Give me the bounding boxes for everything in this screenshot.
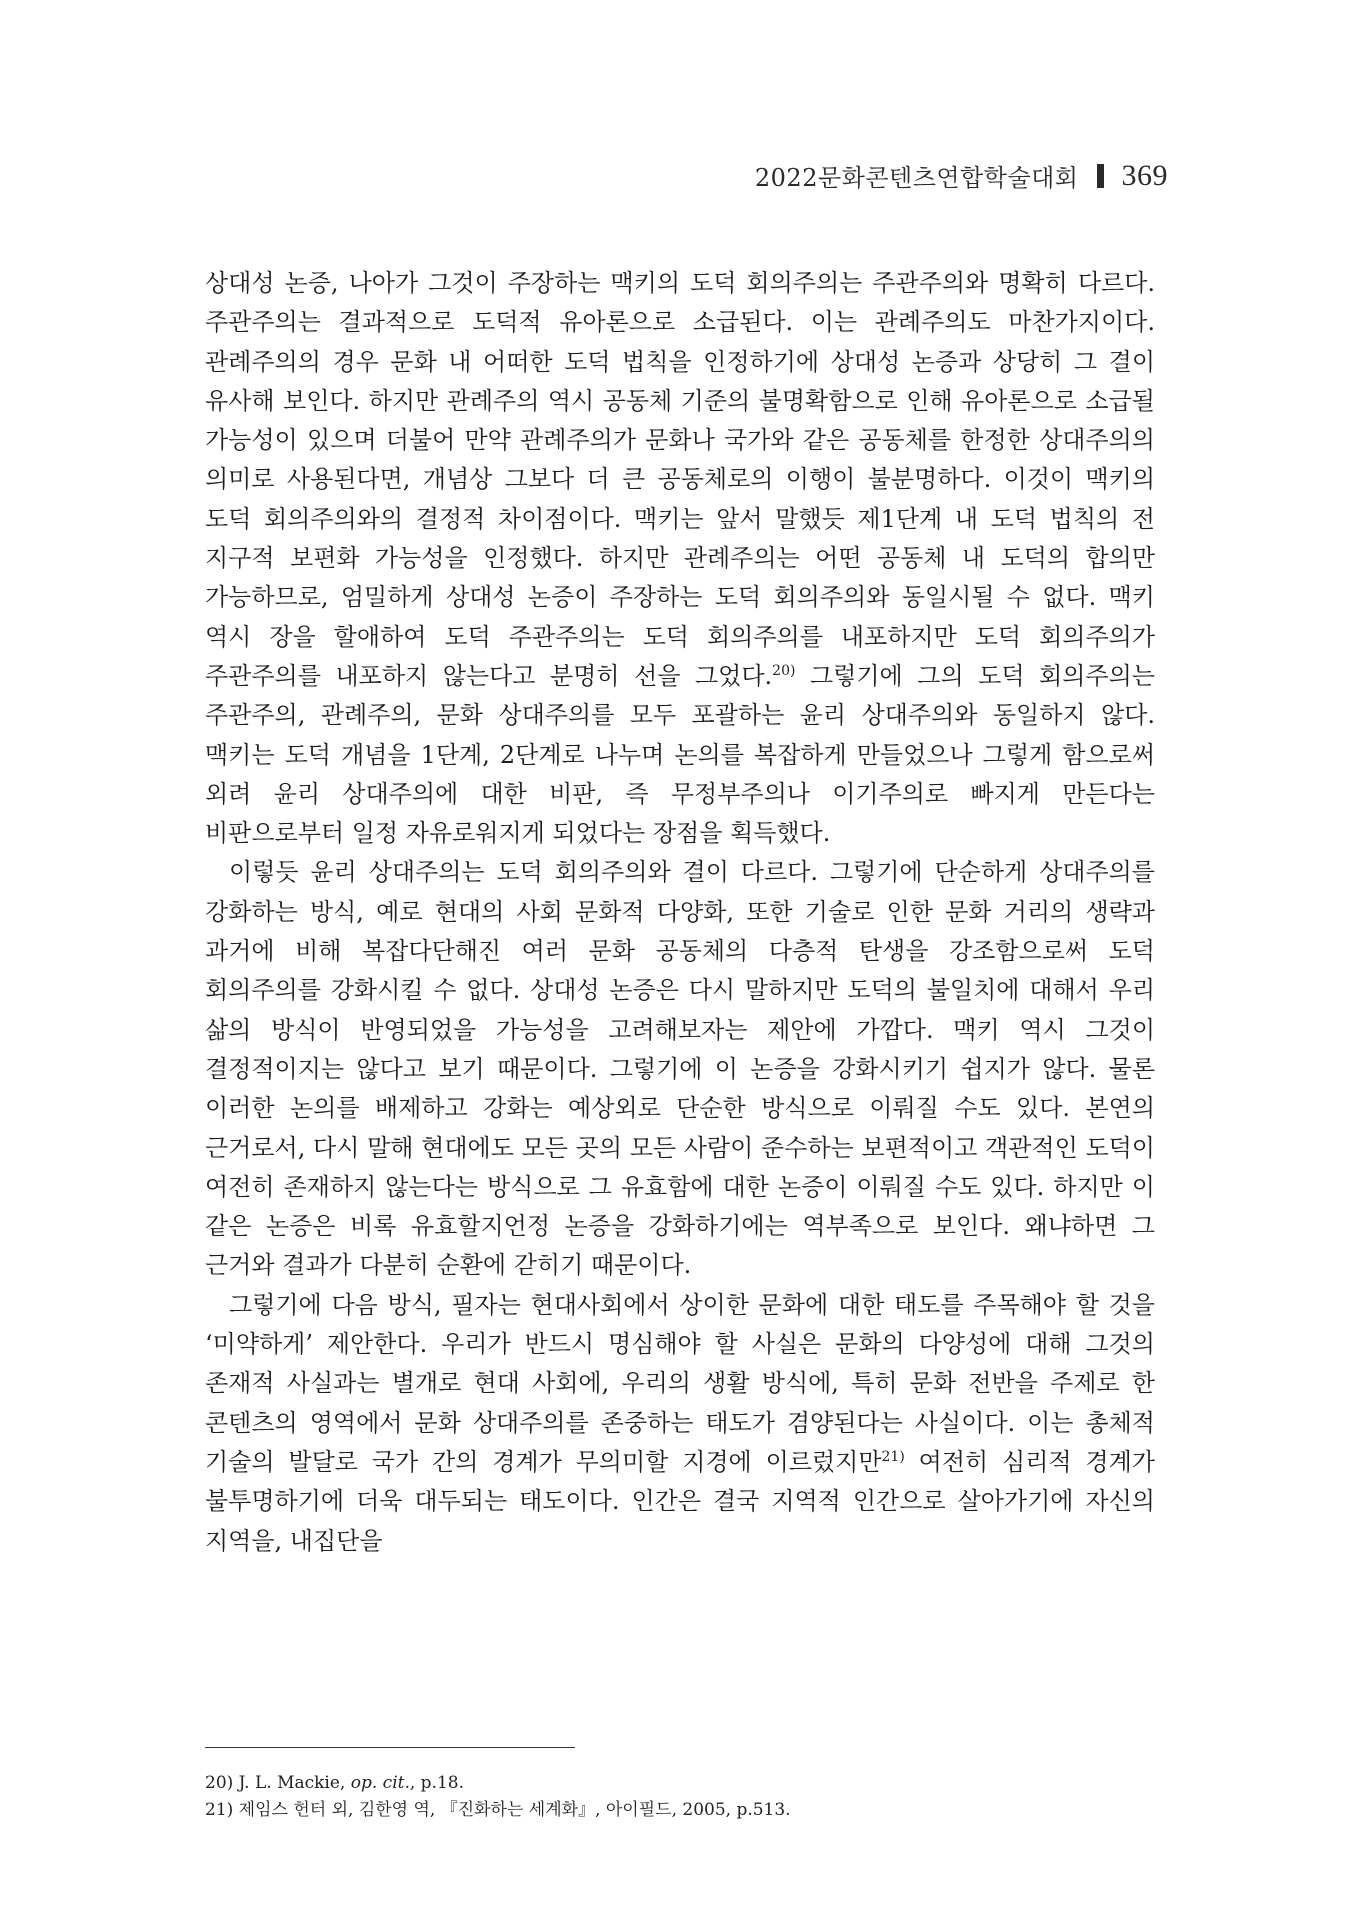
paragraph-3-text-a: 그렇기에 다음 방식, 필자는 현대사회에서 상이한 문화에 대한 태도를 주목해야 할 것을 ‘미약하게’ 제안한다. 우리가 반드시 명심해야 할 사실은 문화의 다양성에 대해 그것의 존재적 사실과는 별개로 현대 사회에, 우리의 생활 방식에, 특히 문화 전반을 주제로 한 콘텐츠의 영역에서 문화 상대주의를 존중하는 태도가 겸양된다는 사실이다. 이는 총체적 기술의 발달로 국가 간의 경계가 무의미할 지경에 이르렀지만: [205, 1290, 1155, 1476]
header-divider-bar: [1097, 164, 1104, 188]
page-number: 369: [1121, 158, 1168, 192]
footnote-text: , p.18.: [409, 1773, 465, 1793]
footnote-21: [205, 1797, 1155, 1824]
paragraph-1: [205, 264, 1155, 853]
footnote-text: J. L. Mackie,: [238, 1773, 351, 1793]
footnote-divider: [205, 1747, 575, 1748]
paragraph-1-text-a: 상대성 논증, 나아가 그것이 주장하는 맥키의 도덕 회의주의는 주관주의와 명확히 다르다. 주관주의는 결과적으로 도덕적 유아론으로 소급된다. 이는 관례주의도 마찬가지이다. 관례주의의 경우 문화 내 어떠한 도덕 법칙을 인정하기에 상대성 논증과 상당히 그 결이 유사해 보인다. 하지만 관례주의 역시 공동체 기준의 불명확함으로 인해 유아론으로 소급될 가능성이 있으며 더불어 만약 관례주의가 문화나 국가와 같은 공동체를 한정한 상대주의의 의미로 사용된다면, 개념상 그보다 더 큰 공동체로의 이행이 불분명하다. 이것이 맥키의 도덕 회의주의와의 결정적 차이점이다. 맥키는 앞서 말했듯 제1단계 내 도덕 법칙의 전 지구적 보편화 가능성을 인정했다. 하지만 관례주의는 어떤 공동체 내 도덕의 합의만 가능하므로, 엄밀하게 상대성 논증이 주장하는 도덕 회의주의와 동일시될 수 없다. 맥키 역시 장을 할애하여 도덕 주관주의는 도덕 회의주의를 내포하지만 도덕 회의주의가 주관주의를 내포하지 않는다고 분명히 선을 그었다.: [205, 269, 1155, 690]
footnote-20: [205, 1770, 1155, 1797]
footnotes: [205, 1770, 1155, 1824]
main-body: [205, 264, 1155, 1561]
footnote-text: 제임스 헌터 외, 김한영 역, 『진화하는 세계화』, 아이필드, 2005, p.513.: [238, 1800, 791, 1820]
journal-title: 2022문화콘텐츠연합학술대회: [754, 164, 1079, 192]
paragraph-3: [205, 1286, 1155, 1561]
footnote-italic: op. cit.: [350, 1773, 410, 1793]
footnote-ref-20[interactable]: 20): [772, 662, 796, 679]
running-header: [755, 158, 1168, 193]
footnote-number: 21): [205, 1800, 234, 1820]
paragraph-1-text-b: 그렇기에 그의 도덕 회의주의는 주관주의, 관례주의, 문화 상대주의를 모두 포괄하는 윤리 상대주의와 동일하지 않다. 맥키는 도덕 개념을 1단계, 2단계로 나누며 논의를 복잡하게 만들었으나 그렇게 함으로써 외려 윤리 상대주의에 대한 비판, 즉 무정부주의나 이기주의로 빠지게 만든다는 비판으로부터 일정 자유로워지게 되었다는 장점을 획득했다.: [205, 661, 1155, 848]
paragraph-3-text-b: 여전히 심리적 경계가 불투명하기에 더욱 대두되는 태도이다. 인간은 결국 지역적 인간으로 살아가기에 자신의 지역을, 내집단을: [205, 1447, 1155, 1555]
footnote-ref-21[interactable]: 21): [881, 1448, 905, 1465]
paragraph-2: 이렇듯 윤리 상대주의는 도덕 회의주의와 결이 다르다. 그렇기에 단순하게 상대주의를 강화하는 방식, 예로 현대의 사회 문화적 다양화, 또한 기술로 인한 문화 거리의 생략과 과거에 비해 복잡다단해진 여러 문화 공동체의 다층적 탄생을 강조함으로써 도덕 회의주의를 강화시킬 수 없다. 상대성 논증은 다시 말하지만 도덕의 불일치에 대해서 우리 삶의 방식이 반영되었을 가능성을 고려해보자는 제안에 가깝다. 맥키 역시 그것이 결정적이지는 않다고 보기 때문이다. 그렇기에 이 논증을 강화시키기 쉽지가 않다. 물론 이러한 논의를 배제하고 강화는 예상외로 단순한 방식으로 이뤄질 수도 있다. 본연의 근거로서, 다시 말해 현대에도 모든 곳의 모든 사람이 준수하는 보편적이고 객관적인 도덕이 여전히 존재하지 않는다는 방식으로 그 유효함에 대한 논증이 이뤄질 수도 있다. 하지만 이 같은 논증은 비록 유효할지언정 논증을 강화하기에는 역부족으로 보인다. 왜냐하면 그 근거와 결과가 다분히 순환에 갇히기 때문이다.: [205, 858, 1155, 1280]
footnote-number: 20): [205, 1773, 234, 1793]
